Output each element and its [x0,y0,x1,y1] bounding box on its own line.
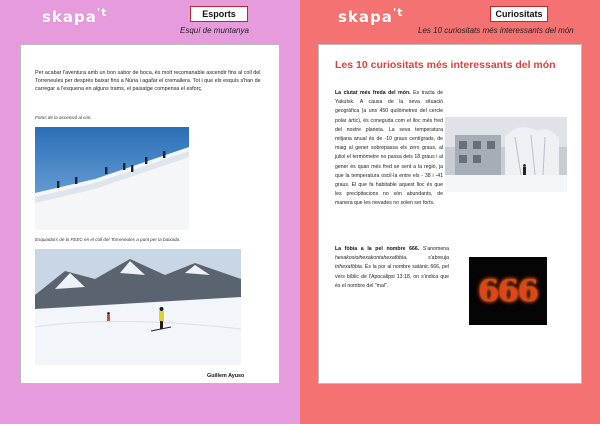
item2-heading: La fòbia a la pel nombre 666. [335,246,420,252]
section-subtitle: Esquí de muntanya [180,26,249,35]
magazine-logo [42,8,108,26]
right-page [300,0,600,424]
frozen-city-photo [445,117,567,192]
number-666-graphic [469,257,547,325]
photo-caption-2: Esquiadors de la FEEC en el coll del Torreneules a punt per la baixada. [35,237,181,242]
logo-superscript: 't [96,6,108,19]
curiosity-item-2 [335,245,449,291]
magazine-logo [338,8,404,26]
article-title: Les 10 curiositats més interessants del món [335,59,556,71]
item2-text-b: s'abreuja [407,255,449,262]
item2-term: hexakosioihexakontahexafòbia, [335,255,408,262]
item2-text-a: S'anomena [419,246,449,252]
item1-heading: La ciutat més freda del món. [335,90,411,96]
author-name: Guillem Ayuso [207,373,245,379]
item2-text-c: . És la por al nombre satànic 666, pel vers bíblic de l'Apocalipsi 13:18, on s'indica que és el nombre del "mal". [335,264,449,289]
skier-descent-photo [35,249,241,365]
skiers-ascent-photo [35,127,189,230]
section-subtitle: Les 10 curiositats més interessants del món [418,26,574,35]
article-sheet [20,44,280,384]
photo-caption-1: Fotos de la ascensió al cim. [35,115,92,120]
article-paragraph: Per acabar l'aventura amb un bon sabor de boca, és molt recomanable ascendir fins al coll del Torreneules per després baixar fins a Núria i agafar el cremallera. Tot i que els esquís s'han de carregar a l'esquena en alguns trams, el paisatge compensa el esforç. [35,70,261,93]
item2-abbr: trihexafòbia [335,264,362,271]
section-tag: Esports [190,6,248,22]
logo-superscript: 't [392,6,404,19]
logo-text: skapa [42,8,97,26]
logo-text: skapa [338,8,393,26]
curiosity-item-1 [335,89,443,209]
article-sheet [318,44,582,384]
item1-text: Es tracta de Yakutsk. A causa de la seva situació geogràfica (a uns 450 quilòmetres del cercle polar àrtic), és coneguda com el lloc més fred del nostre planeta. La seva temperatura mitjana anual és de -10 graus centígrads, de maig al gener sobrepassa els zero graus, al juliol el termòmetre no passa dels 18 graus i al gener és quan més fred se sent a la regió, ja que la temperatura oscil·la entre els - 38 i -41 graus. El que fa habitable aquest lloc és que les precipitacions no són abundants, de manera que les nevades no solen ser forts. [335,90,443,207]
number-666-text: 666 [478,273,538,309]
section-tag: Curiositats [490,6,548,22]
